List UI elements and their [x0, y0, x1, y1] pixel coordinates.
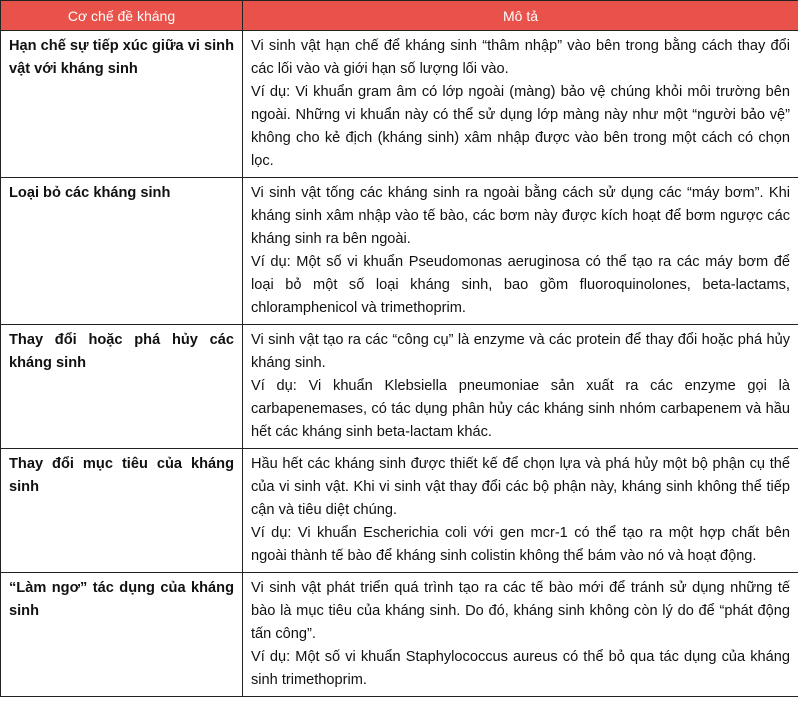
mechanism-cell: Hạn chế sự tiếp xúc giữa vi sinh vật với kháng sinh: [1, 31, 243, 178]
table-header-row: [1, 1, 798, 31]
example-text: Ví dụ: Vi khuẩn Escherichia coli với gen mcr-1 có thể tạo ra một hợp chất bên ngoài thành tế bào để kháng sinh colistin không thể bám vào nó và hoạt động.: [251, 525, 790, 564]
example-text: Ví dụ: Một số vi khuẩn Pseudomonas aeruginosa có thể tạo ra các máy bơm để loại bỏ một số loại kháng sinh, bao gồm fluoroquinolones, beta-lactams, chloramphenicol và trimethoprim.: [251, 254, 790, 316]
table-row: [1, 325, 798, 449]
mechanism-cell: Loại bỏ các kháng sinh: [1, 178, 243, 325]
example-text: Ví dụ: Vi khuẩn Klebsiella pneumoniae sản xuất ra các enzyme gọi là carbapenemases, có tác dụng phân hủy các kháng sinh nhóm carbapenem và hầu hết các kháng sinh beta-lactam khác.: [251, 378, 790, 440]
description-cell: [243, 31, 798, 178]
description-cell: [243, 573, 798, 697]
table-row: [1, 31, 798, 178]
description-text: Vi sinh vật tạo ra các “công cụ” là enzyme và các protein để thay đổi hoặc phá hủy kháng sinh.: [251, 332, 790, 371]
example-text: Ví dụ: Một số vi khuẩn Staphylococcus aureus có thể bỏ qua tác dụng của kháng sinh trimethoprim.: [251, 649, 790, 688]
description-text: Hầu hết các kháng sinh được thiết kế để chọn lựa và phá hủy một bộ phận cụ thể của vi sinh vật. Khi vi sinh vật thay đổi các bộ phận này, kháng sinh không thể tiếp cận và tiêu diệt chúng.: [251, 456, 790, 518]
description-cell: [243, 325, 798, 449]
description-cell: [243, 449, 798, 573]
description-text: Vi sinh vật hạn chế để kháng sinh “thâm nhập” vào bên trong bằng cách thay đổi các lối vào và giới hạn số lượng lối vào.: [251, 38, 790, 77]
description-text: Vi sinh vật tống các kháng sinh ra ngoài bằng cách sử dụng các “máy bơm”. Khi kháng sinh xâm nhập vào tế bào, các bơm này được kích hoạt để bơm ngược các kháng sinh ra bên ngoài.: [251, 185, 790, 247]
example-text: Ví dụ: Vi khuẩn gram âm có lớp ngoài (màng) bảo vệ chúng khỏi môi trường bên ngoài. Những vi khuẩn này có thể sử dụng lớp màng này như một “người bảo vệ” không cho kẻ địch (kháng sinh) xâm nhập được vào bên trong một cách có chọn lọc.: [251, 84, 790, 169]
table-row: [1, 178, 798, 325]
table-row: [1, 573, 798, 697]
description-cell: [243, 178, 798, 325]
header-description: Mô tả: [243, 1, 798, 31]
header-mechanism: Cơ chế đề kháng: [1, 1, 243, 31]
mechanism-cell: “Làm ngơ” tác dụng của kháng sinh: [1, 573, 243, 697]
description-text: Vi sinh vật phát triển quá trình tạo ra các tế bào mới để tránh sử dụng những tế bào là mục tiêu của kháng sinh. Do đó, kháng sinh không còn lý do để “phát động tấn công”.: [251, 580, 790, 642]
table-row: [1, 449, 798, 573]
mechanism-cell: Thay đổi mục tiêu của kháng sinh: [1, 449, 243, 573]
mechanism-cell: Thay đổi hoặc phá hủy các kháng sinh: [1, 325, 243, 449]
